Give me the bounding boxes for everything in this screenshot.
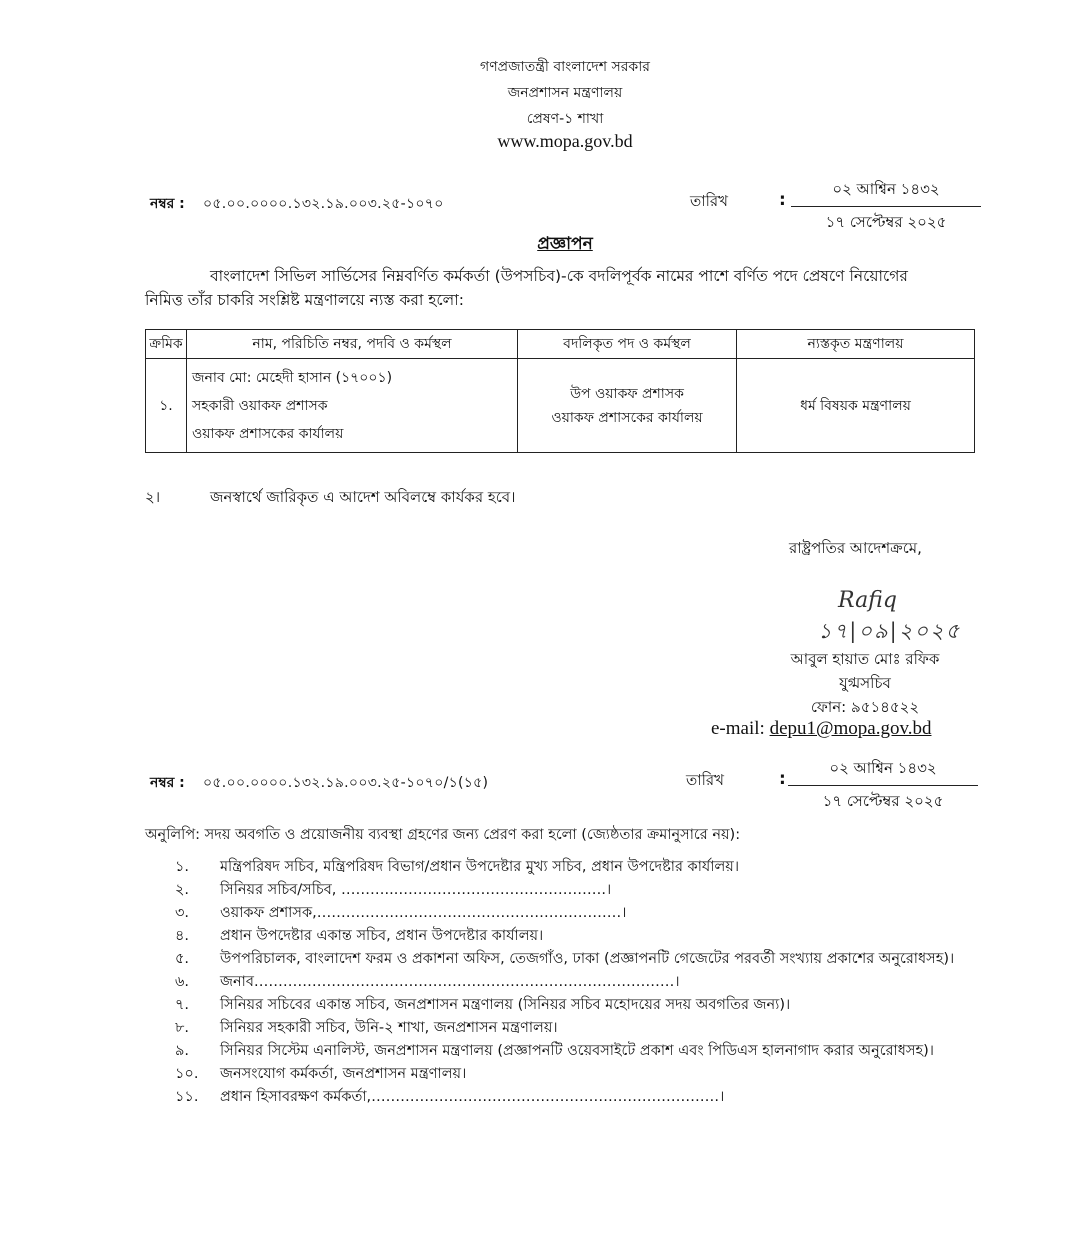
list-item-text: জনাব……………………………………………………………………………।	[220, 974, 680, 990]
intro-line-2: নিমিত্ত তাঁর চাকরি সংশ্লিষ্ট মন্ত্রণালয়ে ন্যস্ত করা হলো:	[145, 291, 464, 309]
date-bangla: ০২ আশ্বিন ১৪৩২	[791, 178, 981, 207]
list-item-text: প্রধান উপদেষ্টার একান্ত সচিব, প্রধান উপদেষ্টার কার্যালয়।	[220, 928, 544, 944]
list-item	[150, 879, 970, 902]
list-item-text: সিনিয়র সচিবের একান্ত সচিব, জনপ্রশাসন মন্ত্রণালয় (সিনিয়র সচিব মহোদয়ের সদয় অবগতির জন্য)।	[220, 997, 791, 1013]
date-block	[791, 178, 981, 236]
memo2-date-colon: :	[779, 769, 786, 789]
clause-2-number: ২।	[145, 488, 161, 506]
memo-number-label: নম্বর :	[150, 196, 185, 212]
new-post: উপ ওয়াকফ প্রশাসক	[570, 385, 684, 402]
officer-name: জনাব মো: মেহেদী হাসান (১৭০০১)	[192, 369, 393, 386]
header-ministry: ন্যস্তকৃত মন্ত্রণালয়	[737, 330, 975, 359]
list-item-text: প্রধান হিসাবরক্ষণ কর্মকর্তা,………………………………………………………………।	[220, 1089, 725, 1105]
list-item-number: ৫.	[175, 951, 190, 967]
list-item	[150, 925, 970, 948]
officer-workplace: ওয়াকফ প্রশাসকের কার্যালয়	[192, 425, 344, 442]
list-item-text: সিনিয়র সচিব/সচিব, ………...…………………………………….।	[220, 882, 612, 898]
memo2-number-label: নম্বর :	[150, 775, 185, 791]
memo2-date-label: তারিখ	[686, 771, 724, 789]
list-item	[150, 1063, 970, 1086]
list-item	[150, 1040, 970, 1063]
list-item-number: ২.	[175, 882, 190, 898]
list-item	[150, 971, 970, 994]
branch-name: প্রেষণ-১ শাখা	[526, 111, 604, 127]
list-item-text: সিনিয়র সহকারী সচিব, উনি-২ শাখা, জনপ্রশাসন মন্ত্রণালয়।	[220, 1020, 558, 1036]
clause-2-text: জনস্বার্থে জারিকৃত এ আদেশ অবিলম্বে কার্যকর হবে।	[210, 488, 516, 506]
header-name: নাম, পরিচিতি নম্বর, পদবি ও কর্মস্থল	[187, 330, 518, 359]
email-label: e-mail:	[711, 718, 765, 739]
date-label: তারিখ	[690, 192, 728, 210]
row-officer	[187, 359, 518, 453]
list-item	[150, 1086, 970, 1109]
intro-line-1: বাংলাদেশ সিভিল সার্ভিসের নিম্নবর্ণিত কর্মকর্তা (উপসচিব)-কে বদলিপূর্বক নামের পাশে বর্ণিত পদে প্রেষণে নিয়োগের	[210, 267, 908, 285]
signature-date: ১৭|০৯|২০২৫	[818, 619, 962, 643]
government-name: গণপ্রজাতন্ত্রী বাংলাদেশ সরকার	[480, 59, 650, 75]
list-item-number: ১০.	[175, 1066, 199, 1082]
date-english: ১৭ সেপ্টেম্বর ২০২৫	[825, 213, 947, 231]
president-order-line: রাষ্ট্রপতির আদেশক্রমে,	[789, 539, 922, 557]
list-item-number: ৪.	[175, 928, 190, 944]
row-new-post	[518, 359, 737, 453]
memo2-date-english: ১৭ সেপ্টেম্বর ২০২৫	[822, 792, 944, 810]
table-row	[146, 359, 975, 453]
list-item	[150, 856, 970, 879]
list-item-number: ৮.	[175, 1020, 190, 1036]
copy-intro: অনুলিপি: সদয় অবগতি ও প্রয়োজনীয় ব্যবস্থা গ্রহণের জন্য প্রেরণ করা হলো (জ্যেষ্ঠতার ক্রমানুসারে নয়):	[145, 827, 741, 843]
list-item-text: ওয়াকফ প্রশাসক,………………………………………………………।	[220, 905, 627, 921]
signatory-name: আবুল হায়াত মোঃ রফিক	[790, 650, 940, 668]
list-item-number: ১১.	[175, 1089, 199, 1105]
signatory-phone: ফোন: ৯৫১৪৫২২	[810, 698, 920, 716]
memo2-number: ০৫.০০.০০০০.১৩২.১৯.০০৩.২৫-১০৭০/১(১৫)	[203, 775, 489, 791]
list-item-number: ১.	[175, 859, 190, 875]
header-new-post: বদলিকৃত পদ ও কর্মস্থল	[518, 330, 737, 359]
memo2-date-bangla: ০২ আশ্বিন ১৪৩২	[788, 757, 978, 786]
notification-title: প্রজ্ঞাপন	[537, 234, 593, 254]
memo2-date-block	[788, 757, 978, 815]
list-item-number: ৩.	[175, 905, 190, 921]
list-item	[150, 902, 970, 925]
list-item-number: ৯.	[175, 1043, 190, 1059]
table-header-row	[146, 330, 975, 359]
list-item-number: ৬.	[175, 974, 190, 990]
signatory-email[interactable]: depu1@mopa.gov.bd	[769, 718, 932, 739]
list-item	[150, 948, 970, 971]
ministry-name: জনপ্রশাসন মন্ত্রণালয়	[507, 85, 623, 101]
website-link[interactable]: www.mopa.gov.bd	[497, 131, 633, 151]
list-item-text: মন্ত্রিপরিষদ সচিব, মন্ত্রিপরিষদ বিভাগ/প্রধান উপদেষ্টার মুখ্য সচিব, প্রধান উপদেষ্টার কার্যালয়।	[220, 859, 739, 875]
list-item-number: ৭.	[175, 997, 190, 1013]
transfer-table	[145, 329, 975, 453]
list-item	[150, 994, 970, 1017]
signature-scrawl: Rafiq	[838, 588, 897, 613]
list-item-text: জনসংযোগ কর্মকর্তা, জনপ্রশাসন মন্ত্রণালয়।	[220, 1066, 467, 1082]
signatory-email-row	[711, 718, 931, 740]
row-ministry: ধর্ম বিষয়ক মন্ত্রণালয়	[737, 359, 975, 453]
officer-designation: সহকারী ওয়াকফ প্রশাসক	[192, 397, 328, 414]
list-item	[150, 1017, 970, 1040]
memo-number: ০৫.০০.০০০০.১৩২.১৯.০০৩.২৫-১০৭০	[203, 196, 444, 212]
date-colon: :	[779, 190, 786, 210]
copy-list	[150, 856, 970, 1109]
header-serial: ক্রমিক	[146, 330, 187, 359]
row-serial: ১.	[146, 359, 187, 453]
new-workplace: ওয়াকফ প্রশাসকের কার্যালয়	[551, 409, 703, 426]
list-item-text: সিনিয়র সিস্টেম এনালিস্ট, জনপ্রশাসন মন্ত্রণালয় (প্রজ্ঞাপনটি ওয়েবসাইটে প্রকাশ এবং পিডিএস হালনাগাদ করার অনুরোধসহ)।	[220, 1043, 934, 1059]
signatory-designation: যুগ্মসচিব	[839, 674, 891, 692]
list-item-text: উপপরিচালক, বাংলাদেশ ফরম ও প্রকাশনা অফিস, তেজগাঁও, ঢাকা (প্রজ্ঞাপনটি গেজেটের পরবর্তী সংখ্যায় প্রকাশের অনুরোধসহ)।	[220, 951, 955, 967]
